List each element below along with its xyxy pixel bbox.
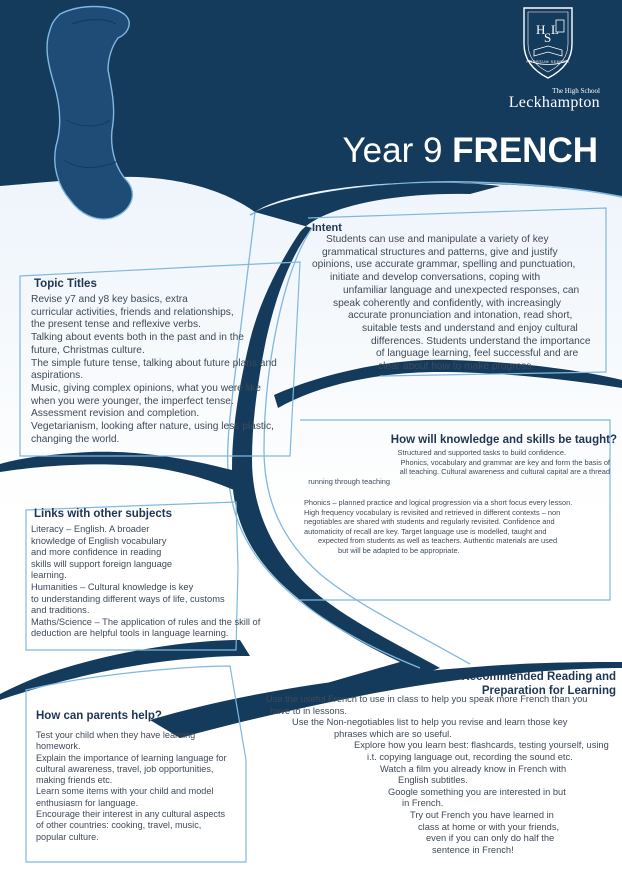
text-line: and traditions.: [31, 605, 90, 616]
text-line: Encourage their interest in any cultural aspects: [36, 809, 226, 820]
links-heading: Links with other subjects: [34, 508, 173, 520]
text-line: High frequency vocabulary is revisited and retrieved in different contexts – non: [304, 507, 561, 517]
text-line: Try out French you have learned in: [410, 809, 554, 820]
text-line: curricular activities, friends and relationships,: [31, 306, 234, 318]
text-line: in French.: [402, 798, 444, 809]
text-line: suitable tests and understand and enjoy cultural: [362, 322, 578, 334]
text-line: opinions, use accurate grammar, spelling and punctuation,: [312, 259, 576, 271]
text-line: Explore how you learn best: flashcards, testing yourself, using: [354, 740, 609, 751]
text-line: expected from students as well as teachers. Authentic materials are used: [318, 536, 558, 545]
text-line: learning.: [31, 570, 67, 581]
svg-text:H: H: [536, 22, 546, 37]
intent-section: [312, 222, 612, 234]
text-line: Learn some items with your child and model: [36, 786, 214, 797]
text-line: Explain the importance of learning language for: [36, 752, 227, 763]
parents-heading: How can parents help?: [36, 710, 162, 722]
text-line: and more confidence in reading: [31, 547, 162, 558]
text-line: Revise y7 and y8 key basics, extra: [31, 294, 188, 305]
text-line: Music, giving complex opinions, what you were like: [31, 382, 261, 394]
text-line: initiate and develop conversations, coping with: [330, 272, 541, 284]
text-line: of language learning, feel successful and are: [376, 348, 579, 360]
crest-motto: PRORSUM SEMPER: [526, 60, 570, 64]
text-line: Google something you are interested in but: [388, 786, 566, 797]
text-line: negotiables are shared with students and regularly revisited. Confidence and: [304, 517, 555, 526]
text-line: Literacy – English. A broader: [31, 524, 150, 534]
page-title: [0, 131, 598, 171]
text-line: deduction are helpful tools in language learning.: [31, 628, 229, 639]
text-line: Phonics, vocabulary and grammar are key and form the basis of: [400, 457, 610, 467]
taught-para1: [0, 448, 610, 486]
text-line: i.t. copying language out, recording the sound etc.: [367, 751, 573, 762]
text-line: Humanities – Cultural knowledge is key: [31, 581, 194, 592]
text-line: have to in lessons.: [270, 705, 348, 716]
school-name-small: The High School: [552, 87, 600, 95]
text-line: to understanding different ways of life, customs: [31, 593, 225, 604]
topics-text: [31, 294, 301, 446]
topics-heading: Topic Titles: [34, 278, 97, 290]
text-line: differences. Students understand the importance: [371, 335, 591, 347]
text-line: clear about how to make progress.: [378, 361, 535, 373]
parents-section: [36, 710, 236, 722]
text-line: Test your child when they have learning: [36, 730, 196, 740]
text-line: of other countries: cooking, travel, music,: [36, 820, 202, 831]
text-line: The simple future tense, talking about future plans and: [31, 357, 277, 369]
text-line: Watch a film you already know in French with: [380, 763, 567, 774]
text-line: unfamiliar language and unexpected responses, can: [343, 284, 580, 296]
text-line: but will be adapted to be appropriate.: [338, 545, 460, 555]
text-line: knowledge of English vocabulary: [31, 535, 167, 546]
text-line: the present tense and reflexive verbs.: [31, 319, 201, 331]
text-line: changing the world.: [31, 433, 120, 445]
text-line: skills will support foreign language: [31, 558, 173, 569]
links-text: [31, 524, 271, 640]
svg-text:L: L: [551, 22, 559, 37]
text-line: Use the useful French to use in class to help you speak more French than you: [266, 694, 588, 704]
text-line: phrases which are so useful.: [334, 728, 452, 739]
title-subject: FRENCH: [452, 131, 598, 170]
text-line: automaticity of recall are key. Target language use is modelled, taught and: [304, 526, 547, 536]
text-line: making friends etc.: [36, 775, 113, 786]
text-line: class at home or with your friends,: [418, 821, 560, 832]
reading-heading-line: Preparation for Learning: [481, 685, 616, 697]
text-line: Vegetarianism, looking after nature, using less plastic,: [31, 421, 274, 433]
text-line: homework.: [36, 741, 81, 752]
school-crest-icon: [518, 4, 578, 80]
links-section: [34, 508, 254, 520]
text-line: Students can use and manipulate a variety of key: [326, 234, 549, 245]
text-line: English subtitles.: [398, 775, 468, 786]
school-name: Leckhampton: [508, 94, 600, 111]
text-line: even if you can only do half the: [426, 833, 555, 844]
text-line: future, Christmas culture.: [31, 344, 145, 356]
parents-text: [36, 730, 246, 843]
text-line: accurate pronunciation and intonation, read short,: [348, 310, 573, 322]
intent-heading: Intent: [312, 222, 342, 234]
text-line: enthusiasm for language.: [36, 797, 139, 808]
text-line: popular culture.: [36, 831, 99, 842]
text-line: running through teaching: [308, 476, 390, 486]
text-line: Use the Non-negotiables list to help you revise and learn those key: [292, 717, 568, 728]
text-line: aspirations.: [31, 370, 84, 382]
text-line: grammatical structures and patterns, give and justify: [322, 246, 558, 258]
text-line: sentence in French!: [432, 844, 514, 855]
reading-heading-line: Recommended Reading and: [461, 671, 616, 683]
river-branch-bottom: [0, 640, 250, 700]
topics-section: [34, 278, 294, 290]
svg-text:S: S: [544, 30, 552, 45]
title-year: Year 9: [342, 131, 453, 170]
text-line: Assessment revision and completion.: [31, 408, 200, 420]
taught-heading: How will knowledge and skills be taught?: [390, 434, 617, 446]
text-line: Phonics – planned practice and logical progression via a short focus every lesson.: [304, 498, 573, 507]
text-line: Maths/Science – The application of rules and the skill of: [31, 616, 261, 627]
text-line: all teaching. Cultural awareness and cultural capital are a thread: [399, 467, 610, 476]
text-line: Structured and supported tasks to build confidence.: [397, 448, 566, 457]
text-line: speak coherently and confidently, with increasingly: [333, 297, 562, 309]
text-line: cultural awareness, travel, job opportunities,: [36, 763, 214, 774]
text-line: when you were younger, the imperfect tense.: [31, 395, 234, 407]
text-line: Talking about events both in the past and in the: [31, 332, 244, 344]
taught-section: [300, 434, 617, 446]
